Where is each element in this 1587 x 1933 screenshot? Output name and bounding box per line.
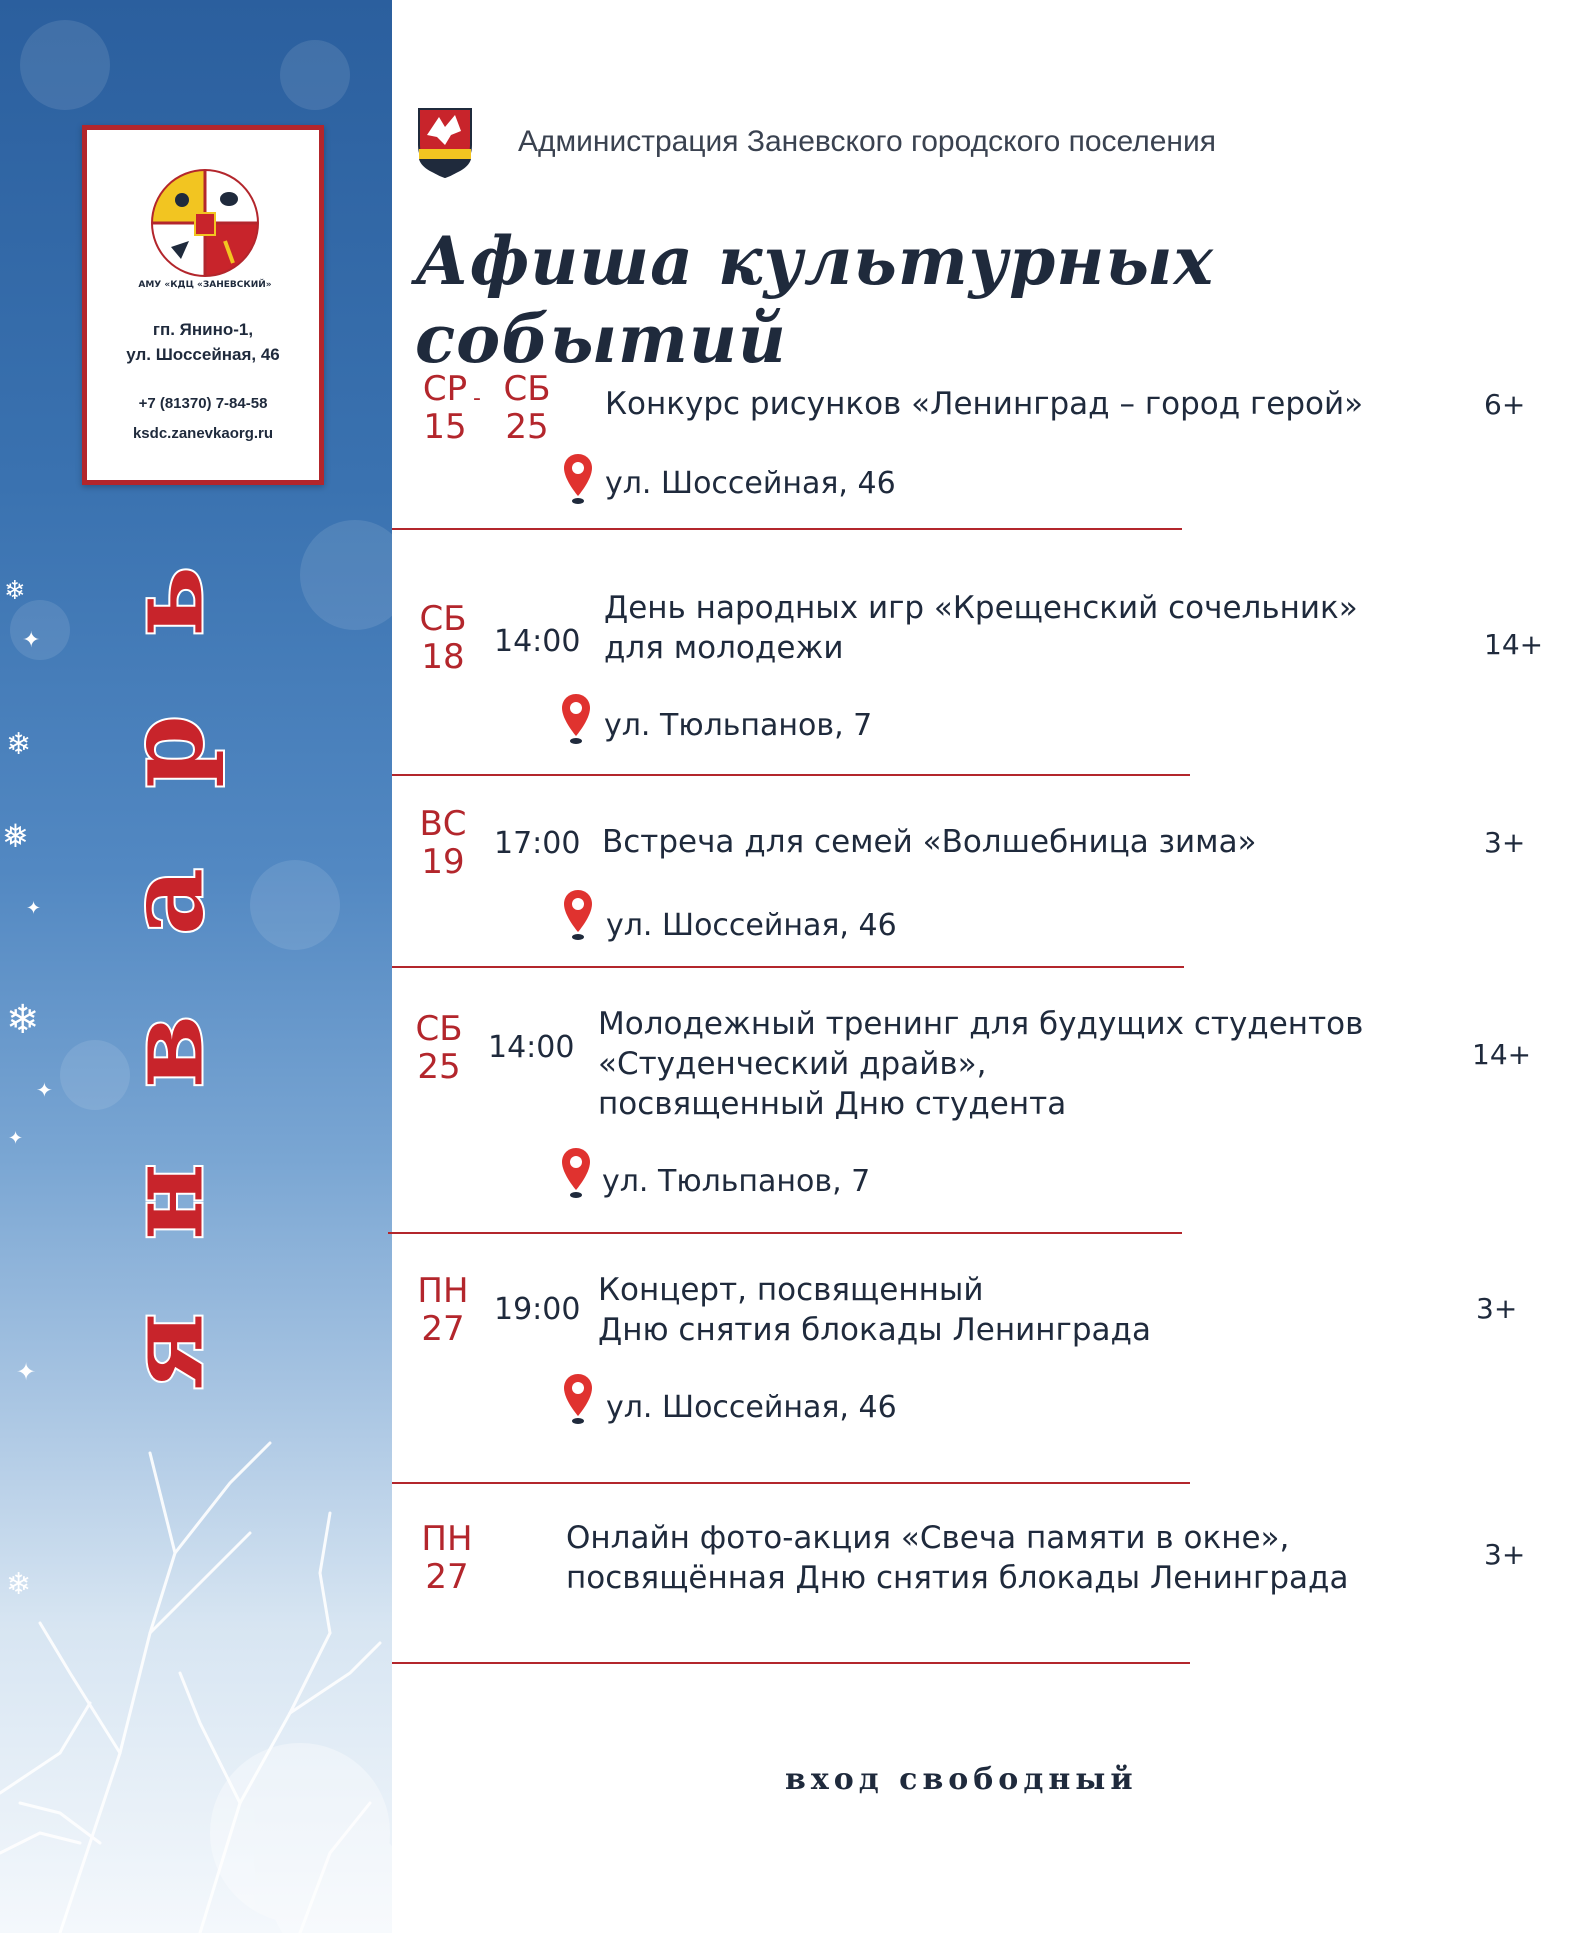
divider bbox=[392, 966, 1184, 968]
event-dow: ПН bbox=[421, 1519, 473, 1559]
location-pin-icon bbox=[562, 1372, 594, 1426]
divider bbox=[392, 528, 1182, 530]
date-range-dash: - bbox=[473, 386, 481, 411]
snowflake-icon: ❄ bbox=[4, 576, 26, 606]
event-time: 17:00 bbox=[494, 826, 581, 861]
divider bbox=[392, 1482, 1190, 1484]
event-day-end: 25 bbox=[505, 407, 549, 447]
event-day: 19 bbox=[421, 842, 465, 882]
event-time: 14:00 bbox=[494, 624, 581, 659]
event-time: 14:00 bbox=[488, 1030, 575, 1065]
divider bbox=[388, 1232, 1182, 1234]
card-address-line-2: ул. Шоссейная, 46 bbox=[126, 345, 280, 364]
card-phone: +7 (81370) 7-84-58 bbox=[138, 395, 268, 412]
event-location: ул. Тюльпанов, 7 bbox=[602, 1164, 871, 1199]
event-name: Конкурс рисунков «Ленинград – город герой» bbox=[605, 386, 1364, 422]
sparkle-icon: ✦ bbox=[22, 628, 41, 653]
sparkle-icon: ✦ bbox=[26, 898, 42, 919]
event-name-line-2: «Студенческий драйв», bbox=[598, 1046, 987, 1082]
snowflake-icon: ❅ bbox=[2, 817, 29, 855]
location-pin-icon bbox=[560, 692, 592, 746]
divider bbox=[392, 774, 1190, 776]
event-age-rating: 3+ bbox=[1476, 1292, 1518, 1325]
event-name-line-1: Молодежный тренинг для будущих студентов bbox=[598, 1006, 1364, 1042]
snowflake-icon: ❄ bbox=[6, 1567, 32, 1602]
event-location: ул. Шоссейная, 46 bbox=[605, 466, 896, 501]
sparkle-icon: ✦ bbox=[36, 1078, 53, 1102]
event-dow-start: СР bbox=[422, 369, 468, 409]
divider bbox=[392, 1662, 1190, 1664]
event-name-line-3: посвященный Дню студента bbox=[598, 1086, 1067, 1122]
month-letter: я bbox=[103, 1313, 227, 1390]
event-time: 19:00 bbox=[494, 1292, 581, 1327]
event-dow-end: СБ bbox=[503, 369, 551, 409]
event-name-line-1: Концерт, посвященный bbox=[598, 1272, 984, 1308]
snowflake-icon: ❄ bbox=[6, 727, 32, 762]
event-location: ул. Шоссейная, 46 bbox=[606, 908, 897, 943]
card-address-line-1: гп. Янино-1, bbox=[152, 320, 254, 339]
location-pin-icon bbox=[562, 888, 594, 942]
event-day: 25 bbox=[417, 1047, 461, 1087]
page-title: Афиша культурных событий bbox=[415, 222, 1214, 378]
event-age-rating: 3+ bbox=[1484, 1538, 1526, 1571]
event-name-line-2: Дню снятия блокады Ленинграда bbox=[598, 1312, 1151, 1348]
bokeh-decoration bbox=[250, 860, 340, 950]
event-day: 27 bbox=[421, 1309, 465, 1349]
kdc-emblem-logo bbox=[137, 155, 273, 291]
administration-header: Администрация Заневского городского поселения bbox=[518, 125, 1216, 158]
frosty-branches-illustration bbox=[0, 1373, 392, 1933]
event-dow: СБ bbox=[415, 1009, 463, 1049]
event-dow: ПН bbox=[417, 1271, 469, 1311]
bokeh-decoration bbox=[300, 520, 392, 630]
snowflake-icon: ❄ bbox=[6, 997, 40, 1043]
month-letter: а bbox=[103, 867, 227, 936]
bokeh-decoration bbox=[280, 40, 350, 110]
event-dow: СБ bbox=[419, 599, 467, 639]
event-name: Встреча для семей «Волшебница зима» bbox=[602, 824, 1257, 860]
event-age-rating: 6+ bbox=[1484, 388, 1526, 421]
sparkle-icon: ✦ bbox=[8, 1128, 24, 1149]
event-age-rating: 3+ bbox=[1484, 826, 1526, 859]
event-dow: ВС bbox=[419, 804, 467, 844]
card-website: ksdc.zanevkaorg.ru bbox=[132, 425, 274, 442]
event-day: 18 bbox=[421, 637, 465, 677]
event-location: ул. Шоссейная, 46 bbox=[606, 1390, 897, 1425]
event-location: ул. Тюльпанов, 7 bbox=[604, 708, 873, 743]
event-day: 27 bbox=[425, 1557, 469, 1597]
event-age-rating: 14+ bbox=[1472, 1038, 1532, 1071]
event-day-start: 15 bbox=[423, 407, 467, 447]
event-name-line-1: День народных игр «Крещенский сочельник» bbox=[604, 590, 1358, 626]
organization-card bbox=[82, 125, 324, 485]
month-letter: ь bbox=[103, 566, 227, 637]
location-pin-icon bbox=[560, 1146, 592, 1200]
location-pin-icon bbox=[562, 452, 594, 506]
event-name-line-2: для молодежи bbox=[604, 630, 844, 666]
sparkle-icon: ✦ bbox=[16, 1358, 37, 1386]
event-name-line-1: Онлайн фото-акция «Свеча памяти в окне», bbox=[566, 1520, 1290, 1556]
month-letter: н bbox=[103, 1163, 227, 1240]
winter-side-panel bbox=[0, 0, 392, 1933]
svg-text:АМУ «КДЦ «ЗАНЕВСКИЙ»: АМУ «КДЦ «ЗАНЕВСКИЙ» bbox=[138, 280, 272, 290]
coat-of-arms-icon bbox=[415, 105, 475, 179]
month-letter: р bbox=[103, 715, 227, 788]
free-entry-note: вход свободный bbox=[785, 1762, 1138, 1797]
event-age-rating: 14+ bbox=[1484, 628, 1544, 661]
event-name-line-2: посвящённая Дню снятия блокады Ленинграда bbox=[566, 1560, 1349, 1596]
bokeh-decoration bbox=[20, 20, 110, 110]
month-letter: в bbox=[103, 1015, 227, 1088]
